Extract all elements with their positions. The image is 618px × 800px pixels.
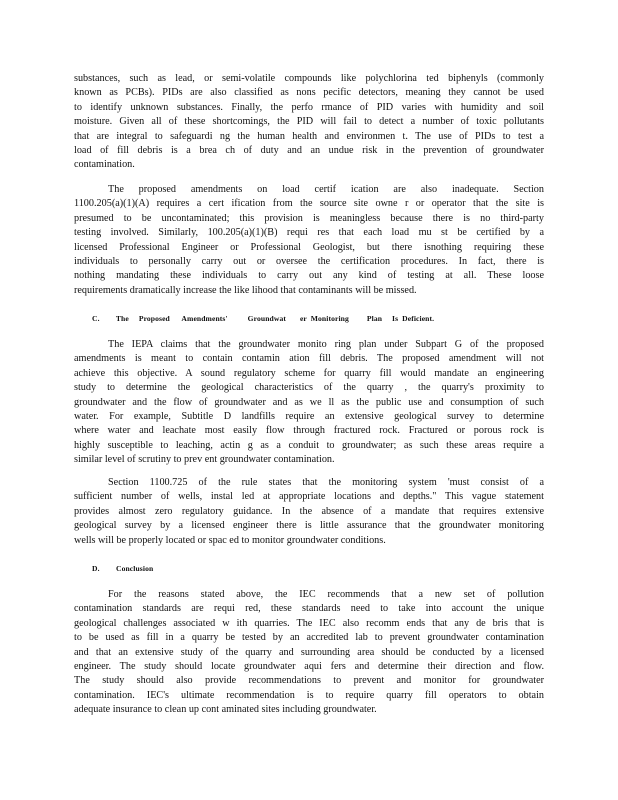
paragraph-monitoring-wells [74,476,544,548]
text-line: individuals to personally carry out or oversee the certification procedures. In fact, there is [74,255,544,267]
text-line: adequate insurance to clean up cont aminated sites including groundwater. [74,704,377,716]
text-line: to identify unknown substances. Finally, the perfo rmance of PID varies with humidity and soil [74,101,544,113]
text-line: sufficient number of wells, instal led at appropriate locations and depths." This vague statement [74,491,544,503]
text-line: that are integral to safeguardi ng the human health and environmen t. The use of PIDs to test a [74,130,544,142]
text-line: moisture. Given all of these shortcomings, the PID will fail to detect a number of toxic pollutants [74,116,544,128]
text-line: known as PCBs). PIDs are also classified as nons pecific detectors, meaning they cannot be used [74,87,544,99]
text-line: to be used as fill in a quarry be tested by an accredited lab to prevent groundwater contamination [74,632,544,644]
text-line: testing involved. Similarly, 100.205(a)(1)(B) requi res that each load mu st be certified by a [74,227,544,239]
section-heading-c [92,314,434,323]
text-line: water. For example, Subtitle D landfills require an extensive geological survey to determine [74,410,544,422]
paragraph-conclusion [74,588,544,718]
text-line: presumed to be uncontaminated; this provision is meaningless because there is no third-party [74,212,544,224]
text-line: geological challenges associated w ith quarries. The IEC also recomm ends that any de bris that is [74,617,544,629]
section-number: D. [92,564,100,573]
text-line: contamination standards are requi red, these standards need to take into account the unique [74,603,544,615]
text-line: The proposed amendments on load certif ication are also inadequate. Section [108,184,544,195]
text-line: contamination. [74,159,135,171]
text-line: highly susceptible to leaching, actin g as a conduit to groundwater; as such these areas require a [74,439,544,451]
text-line: substances, such as lead, or semi-volatile compounds like polychlorina ted biphenyls (commonly [74,73,544,84]
text-line: requirements dramatically increase the like lihood that contaminants will be missed. [74,284,417,296]
section-title: Conclusion [116,564,154,573]
text-line: similar level of scrutiny to prev ent groundwater contamination. [74,454,335,466]
paragraph-monitoring-plan [74,338,544,468]
text-line: geological survey by a licensed engineer there is little assurance that the groundwater monitoring [74,520,544,532]
paragraph-sample-testing [74,72,544,173]
text-line: nothing mandating these individuals to carry out any kind of testing at all. These loose [74,270,544,282]
text-line: achieve this objective. A sound regulatory scheme for quarry fill would mandate an engineering [74,367,544,379]
section-number: C. [92,314,100,323]
text-line: amendments is meant to contain contamin ation fill debris. The proposed amendment will not [74,353,544,365]
text-line: and that an extensive study of the quarry and surrounding area should be conducted by a licensed [74,646,544,658]
text-line: where water and leachate most easily flow through fractured rock. Fractured or porous rock is [74,425,544,437]
text-line: licensed Professional Engineer or Professional Geologist, but there isnothing requiring these [74,241,544,253]
text-line: Section 1100.725 of the rule states that the monitoring system 'must consist of a [108,477,544,488]
text-line: For the reasons stated above, the IEC recommends that a new set of pollution [108,589,544,600]
text-line: 1100.205(a)(1)(A) requires a cert ification from the source site owne r or operator that the site is [74,198,544,210]
text-line: contamination. IEC's ultimate recommendation is to require quarry fill operators to obtain [74,689,544,701]
text-line: The IEPA claims that the groundwater monito ring plan under Subpart G of the proposed [108,339,544,350]
text-line: load of fill debris is a brea ch of duty and an undue risk in the prevention of groundwater [74,144,544,156]
text-line: The study should also provide recommendations to prevent and monitor for groundwater [74,675,544,687]
text-line: engineer. The study should locate groundwater aqui fers and determine their direction and flow. [74,660,544,672]
section-heading-d [92,564,153,573]
section-title: The Proposed Amendments' Groundwat er Monitoring Plan Is Deficient. [115,314,435,323]
text-line: groundwater and the flow of groundwater and as we ll as the public use and consumption of such [74,396,544,408]
text-line: study to determine the geological characteristics of the quarry , the quarry's proximity to [74,382,544,394]
text-line: wells will be properly located or spac ed to monitor groundwater conditions. [74,534,386,546]
text-line: provides almost zero regulatory guidance. In the absence of a mandate that requires extensive [74,505,544,517]
paragraph-load-certification [74,183,544,298]
